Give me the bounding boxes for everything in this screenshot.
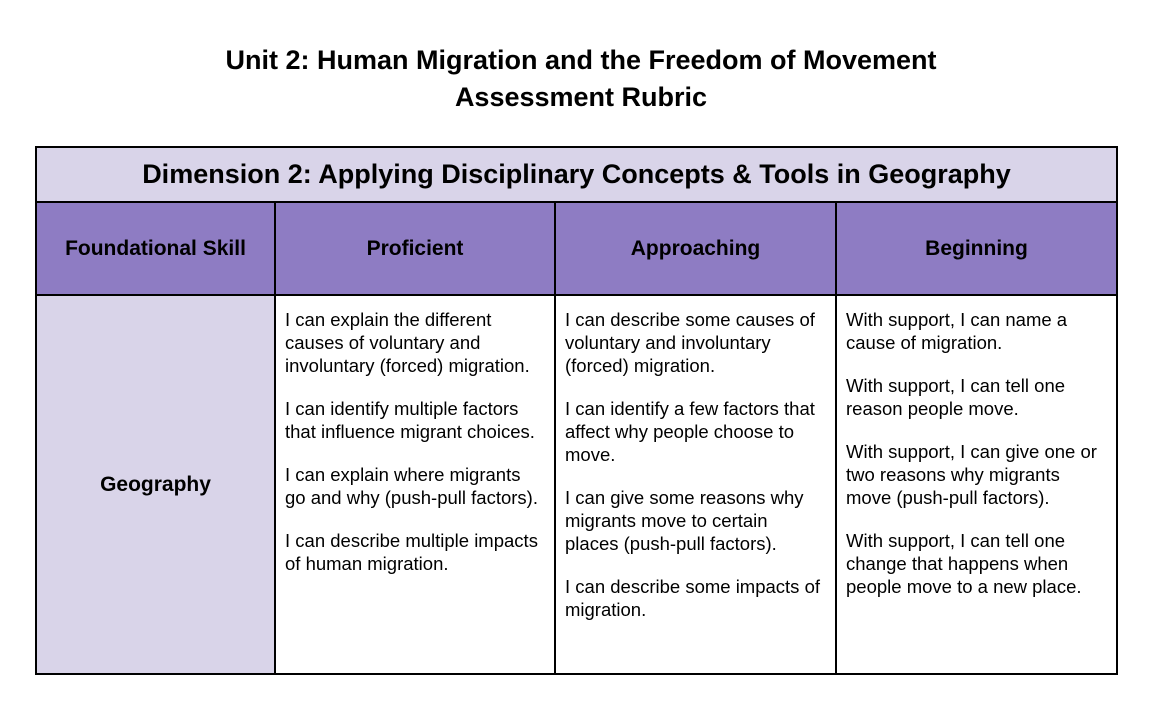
approaching-cell (555, 295, 836, 674)
proficient-cell (275, 295, 555, 674)
beginning-cell (836, 295, 1117, 674)
skill-name: Geography (36, 295, 275, 674)
beginning-statement: With support, I can name a cause of migration. (846, 309, 1068, 353)
beginning-statement: With support, I can tell one reason people move. (846, 375, 1066, 419)
dimension-row (36, 147, 1117, 202)
approaching-statement: I can identify a few factors that affect why people choose to move. (565, 398, 815, 465)
proficient-statement: I can explain the different causes of voluntary and involuntary (forced) migration. (285, 309, 530, 376)
approaching-statement: I can give some reasons why migrants move to certain places (push-pull factors). (565, 487, 804, 554)
rubric-table (35, 146, 1118, 675)
dimension-heading: Dimension 2: Applying Disciplinary Concepts & Tools in Geography (36, 147, 1117, 202)
header-proficient: Proficient (275, 202, 555, 295)
title-line-2: Assessment Rubric (454, 82, 708, 112)
header-beginning: Beginning (836, 202, 1117, 295)
skill-row (36, 295, 1117, 674)
approaching-statement: I can describe some impacts of migration. (565, 576, 820, 620)
proficient-statement: I can describe multiple impacts of human migration. (285, 530, 538, 574)
header-row (36, 202, 1117, 295)
title-line-1: Unit 2: Human Migration and the Freedom of Movement (225, 45, 937, 75)
document-title (0, 42, 1162, 116)
header-approaching: Approaching (555, 202, 836, 295)
proficient-statement: I can explain where migrants go and why (push-pull factors). (285, 464, 538, 508)
header-foundational-skill: Foundational Skill (36, 202, 275, 295)
beginning-statement: With support, I can tell one change that happens when people move to a new place. (846, 530, 1082, 597)
beginning-statement: With support, I can give one or two reasons why migrants move (push-pull factors). (846, 441, 1097, 508)
approaching-statement: I can describe some causes of voluntary and involuntary (forced) migration. (565, 309, 815, 376)
proficient-statement: I can identify multiple factors that influence migrant choices. (285, 398, 535, 442)
